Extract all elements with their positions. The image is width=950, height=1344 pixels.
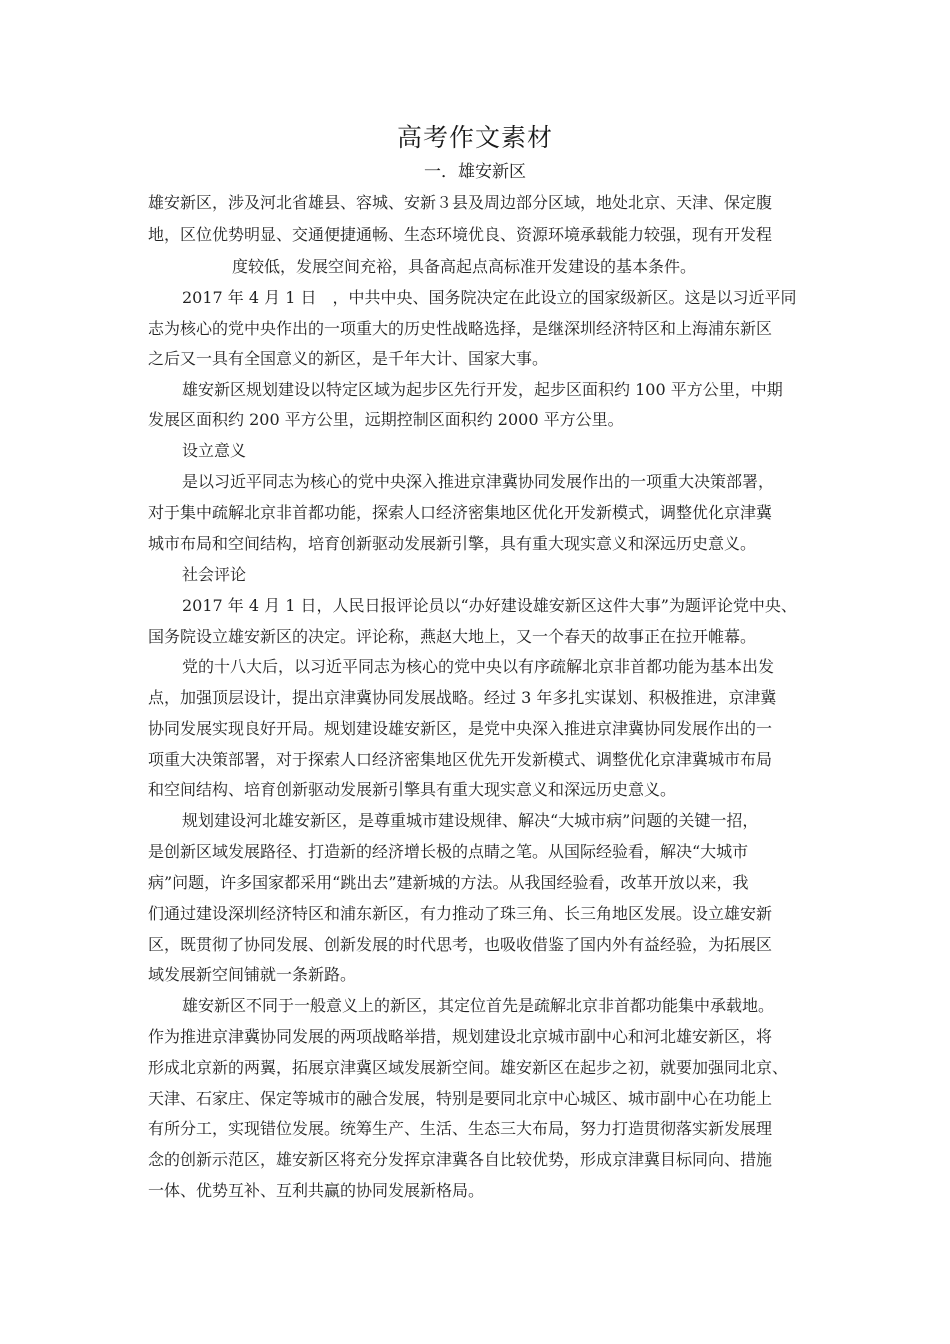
text-line: 域发展新空间铺就一条新路。	[148, 965, 357, 984]
text-line: 一体、优势互补、互利共赢的协同发展新格局。	[148, 1181, 485, 1200]
text-line: 点，加强顶层设计，提出京津冀协同发展战略。经过 3 年多扎实谋划、积极推进，京津冀	[148, 688, 777, 707]
text-line: 区，既贯彻了协同发展、创新发展的时代思考，也吸收借鉴了国内外有益经验，为拓展区	[148, 935, 773, 954]
text-line: 2017 年 4 月 1 日 ，中共中央、国务院决定在此设立的国家级新区。这是以习近平同	[182, 288, 797, 307]
text-line: 是创新区域发展路径、打造新的经济增长极的点睛之笔。从国际经验看，解决“大城市	[148, 842, 749, 861]
text-line: 们通过建设深圳经济特区和浦东新区，有力推动了珠三角、长三角地区发展。设立雄安新	[148, 904, 773, 923]
text-line: 2017 年 4 月 1 日，人民日报评论员以“办好建设雄安新区这件大事”为题评论党中央、	[182, 596, 797, 615]
document-title: 高考作文素材	[396, 123, 553, 152]
text-line: 规划建设河北雄安新区，是尊重城市建设规律、解决“大城市病”问题的关键一招，	[182, 811, 759, 830]
text-line: 有所分工，实现错位发展。统筹生产、生活、生态三大布局，努力打造贯彻落实新发展理	[148, 1119, 773, 1138]
text-line: 度较低，发展空间充裕，具备高起点高标准开发建设的基本条件。	[232, 257, 697, 276]
text-line: 念的创新示范区，雄安新区将充分发挥京津冀各自比较优势，形成京津冀目标同向、措施	[148, 1150, 773, 1169]
subheading: 社会评论	[182, 565, 247, 584]
text-line: 国务院设立雄安新区的决定。评论称，燕赵大地上，又一个春天的故事正在拉开帷幕。	[148, 627, 757, 646]
text-line: 雄安新区规划建设以特定区域为起步区先行开发，起步区面积约 100 平方公里，中期	[182, 380, 783, 399]
text-line: 党的十八大后，以习近平同志为核心的党中央以有序疏解北京非首都功能为基本出发	[182, 657, 775, 676]
section-heading: 一．雄安新区	[424, 162, 526, 182]
text-line: 是以习近平同志为核心的党中央深入推进京津冀协同发展作出的一项重大决策部署，	[182, 472, 775, 491]
text-line: 作为推进京津冀协同发展的两项战略举措，规划建设北京城市副中心和河北雄安新区，将	[148, 1027, 773, 1046]
text-line: 之后又一具有全国意义的新区，是千年大计、国家大事。	[148, 349, 549, 368]
text-line: 地，区位优势明显、交通便捷通畅、生态环境优良、资源环境承载能力较强，现有开发程	[148, 225, 773, 244]
text-line: 志为核心的党中央作出的一项重大的历史性战略选择，是继深圳经济特区和上海浦东新区	[148, 319, 773, 338]
text-line: 项重大决策部署，对于探索人口经济密集地区优先开发新模式、调整优化京津冀城市布局	[148, 750, 773, 769]
text-line: 病”问题，许多国家都采用“跳出去”建新城的方法。从我国经验看，改革开放以来，我	[148, 873, 749, 892]
text-line: 雄安新区不同于一般意义上的新区，其定位首先是疏解北京非首都功能集中承载地。	[182, 996, 775, 1015]
text-line: 天津、石家庄、保定等城市的融合发展，特别是要同北京中心城区、城市副中心在功能上	[148, 1089, 773, 1108]
text-line: 协同发展实现良好开局。规划建设雄安新区，是党中央深入推进京津冀协同发展作出的一	[148, 719, 773, 738]
text-line: 和空间结构、培育创新驱动发展新引擎具有重大现实意义和深远历史意义。	[148, 780, 677, 799]
text-line: 城市布局和空间结构，培育创新驱动发展新引擎，具有重大现实意义和深远历史意义。	[148, 534, 757, 553]
subheading: 设立意义	[182, 441, 247, 460]
text-line: 雄安新区，涉及河北省雄县、容城、安新３县及周边部分区域，地处北京、天津、保定腹	[148, 193, 773, 212]
text-line: 形成北京新的两翼，拓展京津冀区域发展新空间。雄安新区在起步之初，就要加强同北京、	[148, 1058, 789, 1077]
text-line: 对于集中疏解北京非首都功能，探索人口经济密集地区优化开发新模式，调整优化京津冀	[148, 503, 773, 522]
text-line: 发展区面积约 200 平方公里，远期控制区面积约 2000 平方公里。	[148, 410, 624, 429]
